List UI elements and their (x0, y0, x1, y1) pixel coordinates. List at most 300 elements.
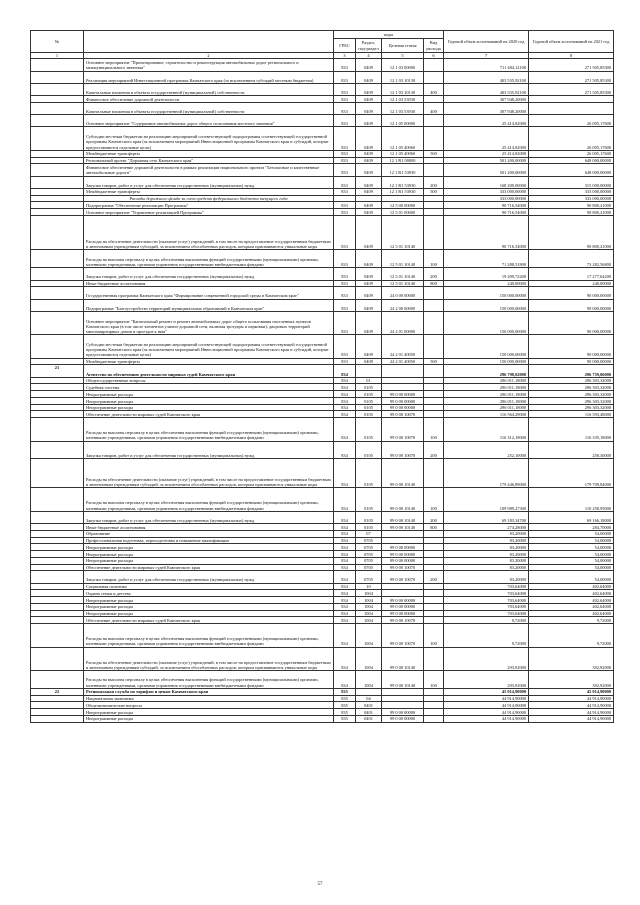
row-sum-2020: 296 011,18000 (444, 404, 529, 411)
table-row (31, 709, 614, 716)
row-grbs: 833 (334, 83, 356, 95)
row-razdel: 04 (356, 695, 382, 702)
row-vr: 400 (424, 83, 444, 95)
row-section-number (31, 299, 84, 311)
row-name: Основное мероприятие "Проектирование, строительство и реконструкция автомобильных дорог регионального и межмуниципального значения" (84, 59, 334, 71)
row-razdel: 0409 (356, 115, 382, 127)
row-csr: 99 0 00 10140 (382, 488, 424, 511)
table-row (31, 571, 614, 583)
row-grbs: 833 (334, 164, 356, 176)
table-body (31, 59, 614, 722)
row-csr: 99 0 00 00000 (382, 404, 424, 411)
row-sum-2020: 274,28000 (444, 524, 529, 531)
table-row (31, 384, 614, 391)
table-row (31, 688, 614, 695)
row-sum-2021: 90 000,00000 (529, 299, 614, 311)
row-grbs: 833 (334, 127, 356, 150)
row-name: Образование (84, 530, 334, 537)
row-razdel: 1004 (356, 610, 382, 617)
row-csr: 12 1 03 00000 (382, 59, 424, 71)
row-csr: 99 0 00 10140 (382, 511, 424, 523)
table-row (31, 610, 614, 617)
table-row (31, 150, 614, 157)
row-grbs: 834 (334, 384, 356, 391)
row-razdel: 0705 (356, 564, 382, 571)
row-csr (382, 695, 424, 702)
table-row (31, 59, 614, 71)
row-grbs: 833 (334, 96, 356, 103)
row-razdel: 0409 (356, 268, 382, 280)
row-razdel: 0409 (356, 280, 382, 287)
row-vr (424, 215, 444, 250)
table-row (31, 695, 614, 702)
row-section-number (31, 397, 84, 404)
row-grbs: 833 (334, 250, 356, 268)
row-csr: 99 0 00 00000 (382, 544, 424, 551)
row-vr (424, 688, 444, 695)
row-section-number (31, 488, 84, 511)
row-csr: 99 0 00 10070 (382, 617, 424, 624)
table-row (31, 617, 614, 624)
table-row (31, 411, 614, 418)
row-name: Межбюджетные трансферты (84, 188, 334, 195)
table-row (31, 115, 614, 127)
row-grbs: 833 (334, 215, 356, 250)
row-vr (424, 59, 444, 71)
row-vr (424, 583, 444, 590)
row-section-number (31, 583, 84, 590)
row-razdel: 0409 (356, 176, 382, 188)
row-sum-2020: 703,64000 (444, 583, 529, 590)
row-section-number (31, 544, 84, 551)
row-sum-2021: 54,00000 (529, 530, 614, 537)
row-razdel: 0105 (356, 524, 382, 531)
row-sum-2020: 296 011,18000 (444, 377, 529, 384)
header-codes: коды (334, 31, 444, 39)
row-sum-2021: 54,00000 (529, 537, 614, 544)
row-sum-2021: 258,30000 (529, 441, 614, 459)
row-section-number (31, 150, 84, 157)
row-sum-2020: 44 914,90000 (444, 702, 529, 709)
row-sum-2020: 90 716,54000 (444, 215, 529, 250)
row-section-number (31, 209, 84, 216)
row-sum-2020: 711 484,12100 (444, 59, 529, 71)
row-grbs: 834 (334, 418, 356, 441)
row-grbs: 834 (334, 524, 356, 531)
row-csr: 99 0 00 00000 (382, 603, 424, 610)
row-sum-2021: 333 000,00000 (529, 195, 614, 202)
row-sum-2021: 90 000,00000 (529, 287, 614, 299)
row-section-number (31, 83, 84, 95)
row-grbs: 835 (334, 702, 356, 709)
row-sum-2021: 392,92000 (529, 670, 614, 688)
header-sum-2021: Годовой объем ассигнований на 2021 год (529, 31, 614, 53)
row-vr: 500 (424, 358, 444, 365)
row-razdel: 0105 (356, 441, 382, 459)
row-grbs: 834 (334, 411, 356, 418)
row-section-number: 22 (31, 688, 84, 695)
row-razdel (356, 365, 382, 377)
row-csr: 12 5 01 10140 (382, 215, 424, 250)
row-razdel: 0409 (356, 96, 382, 103)
row-grbs: 834 (334, 557, 356, 564)
table-row (31, 215, 614, 250)
row-vr (424, 709, 444, 716)
row-grbs: 834 (334, 537, 356, 544)
row-name: Иные бюджетные ассигнования (84, 280, 334, 287)
table-row (31, 250, 614, 268)
row-sum-2020: 501 200,00000 (444, 157, 529, 164)
row-sum-2021: 90 000,00000 (529, 358, 614, 365)
table-row (31, 195, 614, 202)
table-row (31, 590, 614, 597)
table-row (31, 530, 614, 537)
row-name: Закупка товаров, работ и услуг для обеспечения государственных (муниципальных) нужд (84, 571, 334, 583)
row-name: Субсидии местным бюджетам на реализацию мероприятий соответствующей подпрограммы соответствующей государственной программы Камчатского края (за исключением мероприятий Инвестиционной программы Камчатского края и субсидий, которые предоставляются отдельные целы) (84, 127, 334, 150)
row-sum-2020: 307 948,20000 (444, 102, 529, 114)
row-name: Социальная политика (84, 583, 334, 590)
row-razdel: 0105 (356, 459, 382, 488)
row-csr (382, 537, 424, 544)
row-sum-2021: 271 505,85300 (529, 71, 614, 83)
row-vr: 200 (424, 571, 444, 583)
row-section-number (31, 377, 84, 384)
header-index: 4 (356, 53, 382, 59)
row-name: Закупка товаров, работ и услуг для обеспечения государственных (муниципальных) нужд (84, 441, 334, 459)
row-csr: 12 5 00 00000 (382, 202, 424, 209)
row-grbs: 834 (334, 571, 356, 583)
row-razdel: 0409 (356, 335, 382, 358)
row-name: Основное мероприятие "Капитальный ремонт и ремонт автомобильных дорог общего пользования населенных пунктов Камчатского края (в том числе элементов улично-дорожной сети, включая тротуары и парковки), дворовых территорий многоквартирных домов и проездов к ним" (84, 311, 334, 334)
row-sum-2021: 90 000,00000 (529, 335, 614, 358)
row-sum-2021: 26 005,17600 (529, 115, 614, 127)
row-sum-2020: 83,20000 (444, 544, 529, 551)
row-sum-2020: 44 914,90000 (444, 709, 529, 716)
table-row (31, 583, 614, 590)
row-section-number (31, 71, 84, 83)
table-row (31, 551, 614, 558)
row-name: Государственная программа Камчатского края "Формирование современной городской среды в Камчатском крае" (84, 287, 334, 299)
row-section-number (31, 404, 84, 411)
row-sum-2020: 25 414,82000 (444, 115, 529, 127)
row-csr: 12 1 R1 00000 (382, 157, 424, 164)
table-row (31, 564, 614, 571)
row-grbs: 834 (334, 597, 356, 604)
row-grbs: 833 (334, 150, 356, 157)
row-section-number (31, 287, 84, 299)
row-section-number (31, 411, 84, 418)
row-razdel: 0705 (356, 544, 382, 551)
row-grbs: 833 (334, 102, 356, 114)
row-razdel: 1004 (356, 597, 382, 604)
row-sum-2021: 90 800,21000 (529, 202, 614, 209)
row-sum-2021: 648 000,00000 (529, 157, 614, 164)
row-sum-2020: 150 000,00000 (444, 358, 529, 365)
row-section-number (31, 597, 84, 604)
row-razdel (356, 688, 382, 695)
row-vr (424, 695, 444, 702)
row-name: Расходы на обеспечение деятельности (оказание услуг) учреждений, в том числе на предоставление государственным бюджетным и автономным учреждениям субсидий, за исключением обособленных расходов, которым присваиваются уникальные коды (84, 647, 334, 670)
row-vr (424, 397, 444, 404)
row-razdel: 0401 (356, 702, 382, 709)
row-sum-2021: 44 914,90000 (529, 695, 614, 702)
row-csr: 99 0 00 00000 (382, 397, 424, 404)
row-csr: 12 1 03 53930 (382, 102, 424, 114)
row-name: Закупка товаров, работ и услуг для обеспечения государственных (муниципальных) нужд (84, 268, 334, 280)
row-vr (424, 610, 444, 617)
row-sum-2020: 293,92000 (444, 647, 529, 670)
row-section-number (31, 709, 84, 716)
table-row (31, 287, 614, 299)
row-razdel: 1004 (356, 647, 382, 670)
row-section-number (31, 695, 84, 702)
row-sum-2020: 333 000,00000 (444, 188, 529, 195)
row-name: Субсидии местным бюджетам на реализацию мероприятий соответствующей подпрограммы соответствующей государственной программы Камчатского края (за исключением мероприятий Инвестиционной программы Камчатского края и субсидий, которые предоставляются отдельные целы) (84, 335, 334, 358)
table-row (31, 164, 614, 176)
row-vr (424, 617, 444, 624)
row-sum-2020: 83,20000 (444, 557, 529, 564)
row-grbs: 833 (334, 157, 356, 164)
row-razdel: 0105 (356, 418, 382, 441)
row-section-number (31, 571, 84, 583)
row-section-number (31, 524, 84, 531)
row-section-number (31, 215, 84, 250)
row-sum-2020: 703,64000 (444, 610, 529, 617)
row-sum-2021: 296 759,06000 (529, 365, 614, 377)
table-row (31, 268, 614, 280)
row-vr (424, 311, 444, 334)
row-vr: 200 (424, 441, 444, 459)
row-csr: 24 2 01 40050 (382, 335, 424, 358)
row-csr: 12 1 05 00000 (382, 115, 424, 127)
row-sum-2021: 17 277,64200 (529, 268, 614, 280)
row-vr: 100 (424, 624, 444, 647)
table-row (31, 157, 614, 164)
row-sum-2020: 90 716,54000 (444, 202, 529, 209)
row-sum-2020: 333 000,00000 (444, 195, 529, 202)
row-razdel: 10 (356, 583, 382, 590)
header-razdel: Раздел, под-раздел (356, 39, 382, 53)
row-section-number (31, 603, 84, 610)
table-row (31, 83, 614, 95)
row-razdel: 0705 (356, 557, 382, 564)
row-razdel: 0409 (356, 299, 382, 311)
row-sum-2020: 69 183,34700 (444, 511, 529, 523)
table-row (31, 597, 614, 604)
row-csr: 99 0 00 10070 (382, 564, 424, 571)
row-csr: 99 0 00 00000 (382, 610, 424, 617)
row-name: Закупка товаров, работ и услуг для обеспечения государственных (муниципальных) нужд (84, 511, 334, 523)
row-section-number (31, 418, 84, 441)
row-vr (424, 71, 444, 83)
row-sum-2020: 252,10000 (444, 441, 529, 459)
row-vr: 800 (424, 280, 444, 287)
row-vr (424, 157, 444, 164)
row-section-number (31, 459, 84, 488)
row-vr (424, 287, 444, 299)
row-section-number (31, 195, 84, 202)
row-name: Основное мероприятие "Содержание автомобильных дорог общего пользования местного значения" (84, 115, 334, 127)
row-vr (424, 96, 444, 103)
row-grbs: 833 (334, 59, 356, 71)
row-sum-2021: 90 800,21000 (529, 215, 614, 250)
row-section-number (31, 268, 84, 280)
row-csr: 12 1 05 40060 (382, 127, 424, 150)
row-section-number (31, 358, 84, 365)
row-razdel: 0409 (356, 188, 382, 195)
row-sum-2020: 403 535,92100 (444, 71, 529, 83)
row-sum-2021: 392,92000 (529, 647, 614, 670)
row-csr: 99 0 00 00000 (382, 391, 424, 398)
row-section-number (31, 441, 84, 459)
row-vr (424, 209, 444, 216)
row-grbs: 833 (334, 287, 356, 299)
row-grbs: 833 (334, 299, 356, 311)
row-vr (424, 335, 444, 358)
row-sum-2021: 296 303,32000 (529, 377, 614, 384)
table-row (31, 176, 614, 188)
row-section-number (31, 670, 84, 688)
row-grbs: 835 (334, 695, 356, 702)
row-grbs: 834 (334, 441, 356, 459)
row-grbs: 834 (334, 624, 356, 647)
row-csr: 99 0 00 10070 (382, 624, 424, 647)
row-grbs: 834 (334, 603, 356, 610)
row-razdel: 1004 (356, 590, 382, 597)
table-row (31, 715, 614, 722)
row-section-number (31, 564, 84, 571)
row-razdel: 0105 (356, 404, 382, 411)
row-grbs: 835 (334, 688, 356, 695)
row-name: Финансовое обеспечение дорожной деятельности (84, 96, 334, 103)
row-sum-2021: 240,00000 (529, 280, 614, 287)
table-row (31, 544, 614, 551)
row-vr (424, 127, 444, 150)
row-name: Непрограммные расходы (84, 597, 334, 604)
row-vr (424, 164, 444, 176)
row-section-number (31, 391, 84, 398)
header-csr: Целевая статья (382, 39, 424, 53)
row-sum-2021: 116 593,48000 (529, 411, 614, 418)
row-sum-2021: 284,70000 (529, 524, 614, 531)
row-sum-2021: 315 000,00000 (529, 176, 614, 188)
header-index: 1 (31, 53, 84, 59)
row-name: Профессиональная подготовка, переподготовка и повышение квалификации (84, 537, 334, 544)
row-sum-2021: 296 303,32000 (529, 384, 614, 391)
row-sum-2020: 703,64000 (444, 597, 529, 604)
row-csr: 99 0 00 00000 (382, 557, 424, 564)
row-sum-2020: 19 209,72200 (444, 268, 529, 280)
row-vr (424, 597, 444, 604)
row-section-number (31, 702, 84, 709)
table-row (31, 311, 614, 334)
row-razdel: 0409 (356, 127, 382, 150)
row-csr (382, 377, 424, 384)
row-name: Охрана семьи и детства (84, 590, 334, 597)
row-csr: 99 0 00 00000 (382, 597, 424, 604)
row-vr (424, 544, 444, 551)
row-name: Капитальные вложения в объекты государственной (муниципальной) собственности (84, 102, 334, 114)
row-csr: 24 2 01 00000 (382, 311, 424, 334)
table-row (31, 96, 614, 103)
row-csr: 12 5 01 10140 (382, 250, 424, 268)
row-vr (424, 115, 444, 127)
row-csr: 99 0 00 10140 (382, 670, 424, 688)
row-name: Общеэкономические вопросы (84, 702, 334, 709)
row-sum-2020: 25 414,82000 (444, 150, 529, 157)
row-grbs: 833 (334, 176, 356, 188)
row-section-number (31, 280, 84, 287)
row-grbs: 834 (334, 377, 356, 384)
row-sum-2021: 54,00000 (529, 544, 614, 551)
row-csr: 99 0 00 10070 (382, 571, 424, 583)
table-row (31, 511, 614, 523)
row-razdel: 0409 (356, 215, 382, 250)
header-index: 7 (444, 53, 529, 59)
row-sum-2020: 116 564,29000 (444, 411, 529, 418)
row-sum-2020: 83,20000 (444, 530, 529, 537)
row-csr (382, 384, 424, 391)
row-name: Непрограммные расходы (84, 715, 334, 722)
row-sum-2020: 44 914,90000 (444, 715, 529, 722)
row-vr (424, 404, 444, 411)
row-razdel: 1004 (356, 670, 382, 688)
row-name: Непрограммные расходы (84, 557, 334, 564)
row-sum-2021: 54,00000 (529, 571, 614, 583)
header-no: № (31, 31, 84, 53)
row-razdel: 0705 (356, 551, 382, 558)
row-name: Закупка товаров, работ и услуг для обеспечения государственных (муниципальных) нужд (84, 176, 334, 188)
row-section-number (31, 590, 84, 597)
table-row (31, 391, 614, 398)
table-row (31, 335, 614, 358)
row-vr (424, 551, 444, 558)
row-name: Непрограммные расходы (84, 391, 334, 398)
row-vr (424, 384, 444, 391)
table-row (31, 280, 614, 287)
row-section-number (31, 511, 84, 523)
row-sum-2021: 90 000,00000 (529, 311, 614, 334)
row-vr: 500 (424, 188, 444, 195)
row-csr (382, 365, 424, 377)
row-sum-2021: 271 505,85300 (529, 83, 614, 95)
row-name: Агентство по обеспечению деятельности мировых судей Камчатского края (84, 365, 334, 377)
row-razdel: 0409 (356, 358, 382, 365)
row-grbs: 833 (334, 209, 356, 216)
row-name: Непрограммные расходы (84, 544, 334, 551)
row-sum-2021: 296 303,32000 (529, 391, 614, 398)
row-csr (382, 195, 424, 202)
row-csr: 24 2 00 00000 (382, 299, 424, 311)
row-vr (424, 195, 444, 202)
table-row (31, 102, 614, 114)
row-razdel: 0401 (356, 709, 382, 716)
row-csr: 12 5 01 10140 (382, 268, 424, 280)
row-razdel: 0105 (356, 397, 382, 404)
row-sum-2021 (529, 102, 614, 114)
table-row (31, 488, 614, 511)
row-vr: 200 (424, 511, 444, 523)
row-csr: 24 2 01 40050 (382, 358, 424, 365)
table-row (31, 459, 614, 488)
row-grbs: 833 (334, 335, 356, 358)
row-name: Непрограммные расходы (84, 610, 334, 617)
row-razdel: 0105 (356, 384, 382, 391)
row-razdel: 0409 (356, 150, 382, 157)
row-name: Судебная система (84, 384, 334, 391)
row-sum-2020: 9,72000 (444, 617, 529, 624)
row-sum-2020: 703,64000 (444, 590, 529, 597)
